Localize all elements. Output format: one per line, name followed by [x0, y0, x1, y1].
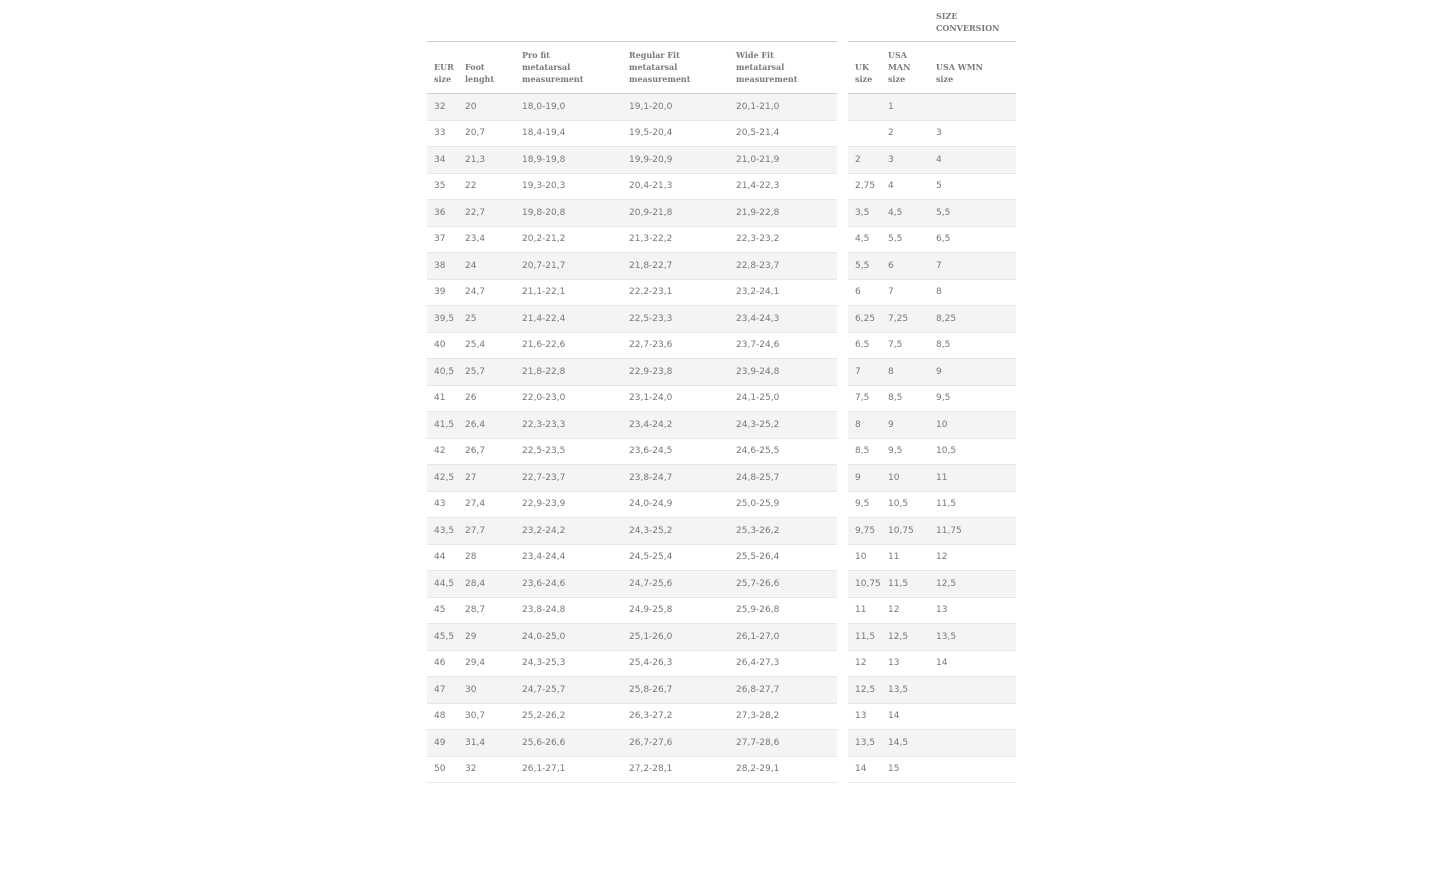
size-conversion-header-row: [848, 42, 1016, 94]
usa-man-size-cell: 13,5: [881, 677, 929, 704]
table-row: [848, 94, 1016, 121]
usa-wmn-size-cell: 10,5: [929, 438, 1016, 465]
table-row: [848, 147, 1016, 174]
uk-size-cell: 14: [848, 756, 881, 783]
usa-wmn-size-cell: 11: [929, 465, 1016, 492]
size-conversion-table: [848, 41, 1016, 783]
usa-wmn-size-cell: 4: [929, 147, 1016, 174]
eur-size-cell: 42,5: [427, 465, 458, 492]
usa-man-size-cell: 7: [881, 279, 929, 306]
table-row: [848, 518, 1016, 545]
pro-fit-cell: 21,1-22,1: [515, 279, 622, 306]
foot-length-cell: 25,7: [458, 359, 515, 386]
conversion-header-2: [929, 42, 1016, 94]
foot-length-cell: 21,3: [458, 147, 515, 174]
wide-fit-cell: 26,4-27,3: [729, 650, 837, 677]
foot-length-cell: 26: [458, 385, 515, 412]
usa-wmn-size-cell: 11,75: [929, 518, 1016, 545]
eur-size-cell: 43: [427, 491, 458, 518]
usa-man-size-cell: 12: [881, 597, 929, 624]
wide-fit-cell: 25,5-26,4: [729, 544, 837, 571]
table-row: [427, 359, 837, 386]
eur-size-cell: 42: [427, 438, 458, 465]
table-row: [427, 730, 837, 757]
usa-man-size-cell: 12,5: [881, 624, 929, 651]
wide-fit-cell: 22,3-23,2: [729, 226, 837, 253]
regular-fit-cell: 22,7-23,6: [622, 332, 729, 359]
usa-man-size-cell: 8,5: [881, 385, 929, 412]
foot-length-cell: 27,4: [458, 491, 515, 518]
pro-fit-cell: 24,3-25,3: [515, 650, 622, 677]
pro-fit-cell: 18,9-19,8: [515, 147, 622, 174]
header-line: lenght: [465, 74, 495, 84]
table-row: [848, 332, 1016, 359]
uk-size-cell: 11,5: [848, 624, 881, 651]
regular-fit-cell: 24,7-25,6: [622, 571, 729, 598]
eur-size-cell: 39: [427, 279, 458, 306]
table-row: [848, 385, 1016, 412]
wide-fit-cell: 26,1-27,0: [729, 624, 837, 651]
table-row: [848, 306, 1016, 333]
foot-length-cell: 26,7: [458, 438, 515, 465]
size-conversion-title: [936, 10, 999, 34]
conversion-header-1: [881, 42, 929, 94]
usa-man-size-cell: 15: [881, 756, 929, 783]
usa-wmn-size-cell: 5,5: [929, 200, 1016, 227]
uk-size-cell: 12: [848, 650, 881, 677]
usa-wmn-size-cell: 6,5: [929, 226, 1016, 253]
usa-man-size-cell: 6: [881, 253, 929, 280]
foot-length-cell: 22: [458, 173, 515, 200]
table-row: [427, 624, 837, 651]
foot-length-cell: 30: [458, 677, 515, 704]
size-chart-header-0: [427, 42, 458, 94]
uk-size-cell: 2,75: [848, 173, 881, 200]
regular-fit-cell: 22,9-23,8: [622, 359, 729, 386]
table-row: [427, 385, 837, 412]
usa-wmn-size-cell: 13: [929, 597, 1016, 624]
size-chart-header-row: [427, 42, 837, 94]
table-row: [427, 491, 837, 518]
table-row: [848, 465, 1016, 492]
wide-fit-cell: 21,0-21,9: [729, 147, 837, 174]
wide-fit-cell: 25,0-25,9: [729, 491, 837, 518]
regular-fit-cell: 23,4-24,2: [622, 412, 729, 439]
header-line: USA: [888, 50, 907, 60]
wide-fit-cell: 20,1-21,0: [729, 94, 837, 121]
pro-fit-cell: 22,3-23,3: [515, 412, 622, 439]
usa-wmn-size-cell: 9,5: [929, 385, 1016, 412]
size-chart-table: [427, 41, 837, 783]
regular-fit-cell: 24,0-24,9: [622, 491, 729, 518]
pro-fit-cell: 21,4-22,4: [515, 306, 622, 333]
regular-fit-cell: 25,4-26,3: [622, 650, 729, 677]
table-row: [427, 597, 837, 624]
table-row: [848, 677, 1016, 704]
foot-length-cell: 20: [458, 94, 515, 121]
wide-fit-cell: 23,2-24,1: [729, 279, 837, 306]
table-row: [848, 597, 1016, 624]
wide-fit-cell: 21,4-22,3: [729, 173, 837, 200]
eur-size-cell: 45,5: [427, 624, 458, 651]
pro-fit-cell: 24,0-25,0: [515, 624, 622, 651]
usa-wmn-size-cell: 14: [929, 650, 1016, 677]
table-row: [848, 279, 1016, 306]
pro-fit-cell: 22,0-23,0: [515, 385, 622, 412]
eur-size-cell: 44: [427, 544, 458, 571]
size-conversion-body: [848, 94, 1016, 783]
foot-length-cell: 27,7: [458, 518, 515, 545]
foot-length-cell: 27: [458, 465, 515, 492]
uk-size-cell: 3,5: [848, 200, 881, 227]
wide-fit-cell: 23,7-24,6: [729, 332, 837, 359]
header-line: measurement: [629, 74, 691, 84]
eur-size-cell: 48: [427, 703, 458, 730]
usa-wmn-size-cell: 7: [929, 253, 1016, 280]
usa-wmn-size-cell: [929, 756, 1016, 783]
usa-man-size-cell: 4: [881, 173, 929, 200]
eur-size-cell: 32: [427, 94, 458, 121]
regular-fit-cell: 20,9-21,8: [622, 200, 729, 227]
table-row: [848, 544, 1016, 571]
uk-size-cell: [848, 94, 881, 121]
table-row: [427, 253, 837, 280]
regular-fit-cell: 24,9-25,8: [622, 597, 729, 624]
uk-size-cell: 7,5: [848, 385, 881, 412]
size-chart-header-4: [729, 42, 837, 94]
wide-fit-cell: 25,3-26,2: [729, 518, 837, 545]
table-row: [427, 332, 837, 359]
regular-fit-cell: 21,8-22,7: [622, 253, 729, 280]
wide-fit-cell: 28,2-29,1: [729, 756, 837, 783]
wide-fit-cell: 25,9-26,8: [729, 597, 837, 624]
eur-size-cell: 39,5: [427, 306, 458, 333]
usa-man-size-cell: 11,5: [881, 571, 929, 598]
regular-fit-cell: 26,7-27,6: [622, 730, 729, 757]
table-row: [848, 200, 1016, 227]
regular-fit-cell: 23,8-24,7: [622, 465, 729, 492]
eur-size-cell: 44,5: [427, 571, 458, 598]
uk-size-cell: 6: [848, 279, 881, 306]
wide-fit-cell: 24,8-25,7: [729, 465, 837, 492]
usa-man-size-cell: 10: [881, 465, 929, 492]
eur-size-cell: 43,5: [427, 518, 458, 545]
pro-fit-cell: 21,6-22,6: [515, 332, 622, 359]
uk-size-cell: 2: [848, 147, 881, 174]
header-line: MAN: [888, 62, 911, 72]
table-row: [427, 438, 837, 465]
regular-fit-cell: 19,1-20,0: [622, 94, 729, 121]
uk-size-cell: 6,5: [848, 332, 881, 359]
pro-fit-cell: 20,7-21,7: [515, 253, 622, 280]
uk-size-cell: 10: [848, 544, 881, 571]
usa-wmn-size-cell: 5: [929, 173, 1016, 200]
usa-man-size-cell: 7,25: [881, 306, 929, 333]
usa-man-size-cell: 10,5: [881, 491, 929, 518]
header-line: Pro fit: [522, 50, 550, 60]
size-chart-body: [427, 94, 837, 783]
conversion-title-line: SIZE: [936, 11, 958, 21]
uk-size-cell: 10,75: [848, 571, 881, 598]
usa-man-size-cell: 14: [881, 703, 929, 730]
header-line: size: [434, 74, 452, 84]
regular-fit-cell: 22,2-23,1: [622, 279, 729, 306]
eur-size-cell: 35: [427, 173, 458, 200]
table-row: [848, 253, 1016, 280]
usa-wmn-size-cell: 3: [929, 120, 1016, 147]
usa-wmn-size-cell: 9: [929, 359, 1016, 386]
wide-fit-cell: 27,7-28,6: [729, 730, 837, 757]
foot-length-cell: 29,4: [458, 650, 515, 677]
foot-length-cell: 25: [458, 306, 515, 333]
regular-fit-cell: 25,8-26,7: [622, 677, 729, 704]
uk-size-cell: 9,75: [848, 518, 881, 545]
usa-wmn-size-cell: 11,5: [929, 491, 1016, 518]
usa-wmn-size-cell: [929, 703, 1016, 730]
wide-fit-cell: 24,6-25,5: [729, 438, 837, 465]
foot-length-cell: 28,4: [458, 571, 515, 598]
uk-size-cell: 11: [848, 597, 881, 624]
uk-size-cell: 6,25: [848, 306, 881, 333]
pro-fit-cell: 23,8-24,8: [515, 597, 622, 624]
regular-fit-cell: 25,1-26,0: [622, 624, 729, 651]
pro-fit-cell: 21,8-22,8: [515, 359, 622, 386]
header-line: measurement: [522, 74, 584, 84]
eur-size-cell: 34: [427, 147, 458, 174]
wide-fit-cell: 22,8-23,7: [729, 253, 837, 280]
table-row: [848, 624, 1016, 651]
usa-wmn-size-cell: [929, 677, 1016, 704]
regular-fit-cell: 20,4-21,3: [622, 173, 729, 200]
table-row: [848, 120, 1016, 147]
header-line: metatarsal: [629, 62, 678, 72]
table-row: [848, 359, 1016, 386]
pro-fit-cell: 23,4-24,4: [515, 544, 622, 571]
eur-size-cell: 36: [427, 200, 458, 227]
usa-wmn-size-cell: 12,5: [929, 571, 1016, 598]
foot-length-cell: 29: [458, 624, 515, 651]
regular-fit-cell: 24,5-25,4: [622, 544, 729, 571]
eur-size-cell: 41,5: [427, 412, 458, 439]
pro-fit-cell: 22,7-23,7: [515, 465, 622, 492]
usa-man-size-cell: 1: [881, 94, 929, 121]
usa-man-size-cell: 3: [881, 147, 929, 174]
eur-size-cell: 37: [427, 226, 458, 253]
wide-fit-cell: 24,3-25,2: [729, 412, 837, 439]
wide-fit-cell: 27,3-28,2: [729, 703, 837, 730]
regular-fit-cell: 24,3-25,2: [622, 518, 729, 545]
header-line: size: [936, 74, 954, 84]
regular-fit-cell: 22,5-23,3: [622, 306, 729, 333]
table-row: [427, 571, 837, 598]
uk-size-cell: 12,5: [848, 677, 881, 704]
foot-length-cell: 24,7: [458, 279, 515, 306]
wide-fit-cell: 20,5-21,4: [729, 120, 837, 147]
size-chart-header-1: [458, 42, 515, 94]
foot-length-cell: 25,4: [458, 332, 515, 359]
regular-fit-cell: 21,3-22,2: [622, 226, 729, 253]
uk-size-cell: 8: [848, 412, 881, 439]
foot-length-cell: 24: [458, 253, 515, 280]
foot-length-cell: 23,4: [458, 226, 515, 253]
eur-size-cell: 40: [427, 332, 458, 359]
eur-size-cell: 41: [427, 385, 458, 412]
usa-man-size-cell: 10,75: [881, 518, 929, 545]
wide-fit-cell: 23,9-24,8: [729, 359, 837, 386]
usa-wmn-size-cell: 13,5: [929, 624, 1016, 651]
table-row: [848, 650, 1016, 677]
pro-fit-cell: 25,2-26,2: [515, 703, 622, 730]
usa-man-size-cell: 8: [881, 359, 929, 386]
table-row: [848, 756, 1016, 783]
wide-fit-cell: 25,7-26,6: [729, 571, 837, 598]
pro-fit-cell: 22,5-23,5: [515, 438, 622, 465]
table-row: [427, 226, 837, 253]
eur-size-cell: 38: [427, 253, 458, 280]
table-row: [848, 173, 1016, 200]
eur-size-cell: 33: [427, 120, 458, 147]
foot-length-cell: 28,7: [458, 597, 515, 624]
regular-fit-cell: 26,3-27,2: [622, 703, 729, 730]
header-line: Wide Fit: [736, 50, 774, 60]
pro-fit-cell: 18,4-19,4: [515, 120, 622, 147]
usa-man-size-cell: 13: [881, 650, 929, 677]
table-row: [848, 412, 1016, 439]
regular-fit-cell: 19,5-20,4: [622, 120, 729, 147]
regular-fit-cell: 19,9-20,9: [622, 147, 729, 174]
foot-length-cell: 26,4: [458, 412, 515, 439]
pro-fit-cell: 19,3-20,3: [515, 173, 622, 200]
uk-size-cell: 4,5: [848, 226, 881, 253]
wide-fit-cell: 21,9-22,8: [729, 200, 837, 227]
table-row: [848, 491, 1016, 518]
usa-man-size-cell: 7,5: [881, 332, 929, 359]
regular-fit-cell: 23,1-24,0: [622, 385, 729, 412]
foot-length-cell: 32: [458, 756, 515, 783]
size-chart-header-2: [515, 42, 622, 94]
header-line: EUR: [434, 62, 454, 72]
table-row: [427, 120, 837, 147]
usa-wmn-size-cell: 8,25: [929, 306, 1016, 333]
header-line: metatarsal: [522, 62, 571, 72]
conversion-title-line: CONVERSION: [936, 23, 1000, 33]
table-row: [848, 703, 1016, 730]
eur-size-cell: 45: [427, 597, 458, 624]
foot-length-cell: 30,7: [458, 703, 515, 730]
uk-size-cell: 7: [848, 359, 881, 386]
uk-size-cell: 8,5: [848, 438, 881, 465]
table-row: [427, 518, 837, 545]
table-row: [427, 756, 837, 783]
uk-size-cell: 9,5: [848, 491, 881, 518]
foot-length-cell: 28: [458, 544, 515, 571]
pro-fit-cell: 25,6-26,6: [515, 730, 622, 757]
usa-wmn-size-cell: 8: [929, 279, 1016, 306]
table-row: [427, 465, 837, 492]
wide-fit-cell: 23,4-24,3: [729, 306, 837, 333]
table-row: [848, 730, 1016, 757]
uk-size-cell: 13,5: [848, 730, 881, 757]
wide-fit-cell: 24,1-25,0: [729, 385, 837, 412]
uk-size-cell: 5,5: [848, 253, 881, 280]
usa-wmn-size-cell: [929, 730, 1016, 757]
size-chart-header-3: [622, 42, 729, 94]
pro-fit-cell: 20,2-21,2: [515, 226, 622, 253]
usa-man-size-cell: 5,5: [881, 226, 929, 253]
wide-fit-cell: 26,8-27,7: [729, 677, 837, 704]
table-row: [427, 200, 837, 227]
usa-wmn-size-cell: [929, 94, 1016, 121]
table-row: [848, 226, 1016, 253]
pro-fit-cell: 26,1-27,1: [515, 756, 622, 783]
eur-size-cell: 49: [427, 730, 458, 757]
header-line: Regular Fit: [629, 50, 680, 60]
pro-fit-cell: 23,2-24,2: [515, 518, 622, 545]
pro-fit-cell: 19,8-20,8: [515, 200, 622, 227]
table-row: [427, 703, 837, 730]
pro-fit-cell: 23,6-24,6: [515, 571, 622, 598]
header-line: Foot: [465, 62, 485, 72]
header-line: metatarsal: [736, 62, 785, 72]
usa-wmn-size-cell: 10: [929, 412, 1016, 439]
foot-length-cell: 31,4: [458, 730, 515, 757]
header-line: size: [855, 74, 873, 84]
table-row: [427, 650, 837, 677]
usa-man-size-cell: 14,5: [881, 730, 929, 757]
regular-fit-cell: 27,2-28,1: [622, 756, 729, 783]
table-row: [427, 173, 837, 200]
table-row: [427, 279, 837, 306]
uk-size-cell: 13: [848, 703, 881, 730]
pro-fit-cell: 18,0-19,0: [515, 94, 622, 121]
eur-size-cell: 40,5: [427, 359, 458, 386]
eur-size-cell: 50: [427, 756, 458, 783]
foot-length-cell: 22,7: [458, 200, 515, 227]
table-row: [427, 147, 837, 174]
header-line: USA WMN: [936, 62, 983, 72]
header-line: UK: [855, 62, 869, 72]
uk-size-cell: 9: [848, 465, 881, 492]
foot-length-cell: 20,7: [458, 120, 515, 147]
table-row: [427, 677, 837, 704]
pro-fit-cell: 22,9-23,9: [515, 491, 622, 518]
table-row: [427, 94, 837, 121]
usa-man-size-cell: 11: [881, 544, 929, 571]
header-line: measurement: [736, 74, 798, 84]
usa-man-size-cell: 9: [881, 412, 929, 439]
usa-wmn-size-cell: 12: [929, 544, 1016, 571]
usa-man-size-cell: 4,5: [881, 200, 929, 227]
usa-wmn-size-cell: 8,5: [929, 332, 1016, 359]
table-row: [427, 306, 837, 333]
pro-fit-cell: 24,7-25,7: [515, 677, 622, 704]
conversion-header-0: [848, 42, 881, 94]
table-row: [848, 438, 1016, 465]
table-row: [427, 544, 837, 571]
header-line: size: [888, 74, 906, 84]
uk-size-cell: [848, 120, 881, 147]
usa-man-size-cell: 2: [881, 120, 929, 147]
usa-man-size-cell: 9,5: [881, 438, 929, 465]
table-row: [848, 571, 1016, 598]
eur-size-cell: 47: [427, 677, 458, 704]
table-row: [427, 412, 837, 439]
regular-fit-cell: 23,6-24,5: [622, 438, 729, 465]
eur-size-cell: 46: [427, 650, 458, 677]
